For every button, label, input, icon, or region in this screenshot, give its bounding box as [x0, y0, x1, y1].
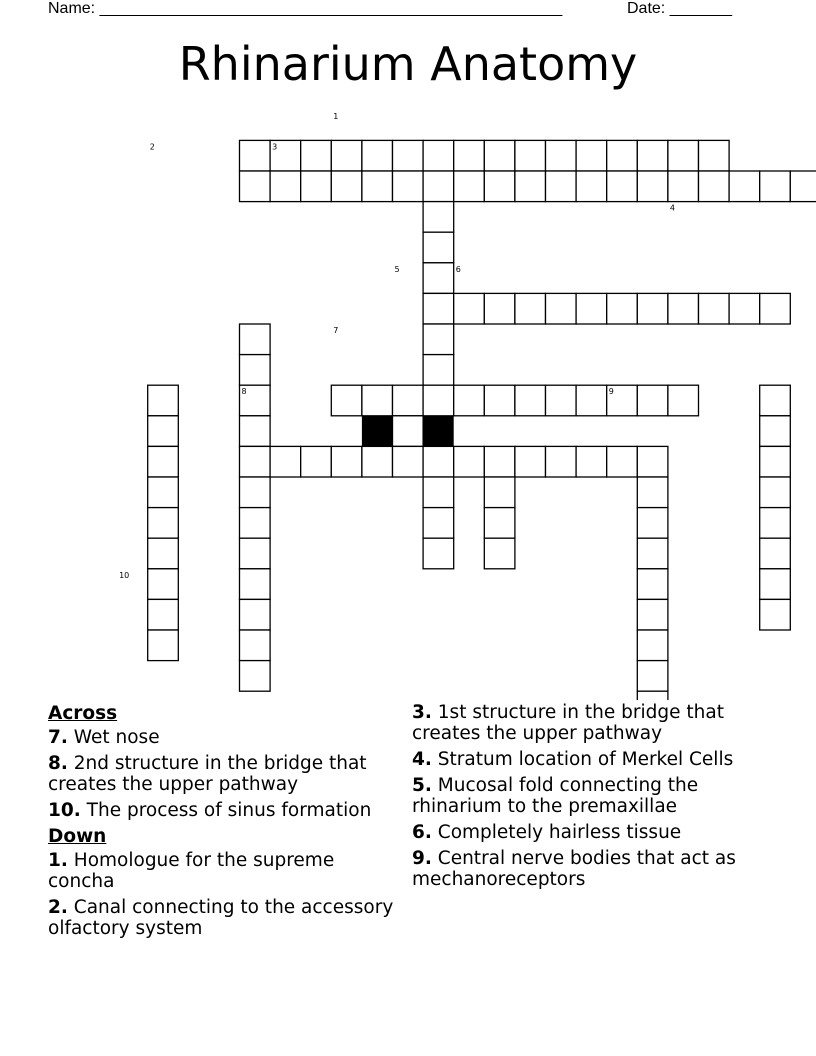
clue-number-label: 6 — [455, 264, 461, 274]
date-label: Date: — [627, 0, 670, 17]
grid-cell[interactable] — [576, 293, 607, 324]
clue-number-label: 8 — [241, 387, 247, 397]
clue-number: 9. — [412, 848, 432, 869]
grid-cell[interactable] — [301, 171, 332, 202]
grid-cell[interactable] — [393, 171, 424, 202]
clue-number: 7. — [48, 727, 68, 748]
clue-down-3 — [412, 702, 757, 744]
clue-text: Wet nose — [67, 727, 160, 748]
grid-cell[interactable] — [729, 293, 760, 324]
grid-cell[interactable] — [760, 446, 791, 477]
grid-cell[interactable] — [454, 293, 485, 324]
grid-cell[interactable] — [760, 477, 791, 508]
grid-cell[interactable] — [423, 446, 454, 477]
grid-cell[interactable] — [148, 385, 179, 416]
clue-number-label: 9 — [608, 387, 614, 397]
grid-cell[interactable] — [240, 569, 271, 600]
clue-text: Mucosal fold connecting the rhinarium to the premaxillae — [412, 775, 699, 817]
grid-cell[interactable] — [423, 385, 454, 416]
grid-cell[interactable] — [240, 171, 271, 202]
grid-cell[interactable] — [423, 171, 454, 202]
grid-cell[interactable] — [148, 630, 179, 661]
clue-text: Stratum location of Merkel Cells — [431, 749, 734, 770]
grid-cell[interactable] — [240, 446, 271, 477]
grid-cell[interactable] — [240, 140, 271, 171]
grid-cell[interactable] — [148, 538, 179, 569]
grid-cell[interactable] — [240, 324, 271, 355]
grid-cell[interactable] — [484, 171, 515, 202]
grid-cell[interactable] — [668, 171, 699, 202]
grid-cell[interactable] — [515, 140, 546, 171]
date-line[interactable]: _______ — [669, 0, 732, 17]
grid-cell[interactable] — [148, 446, 179, 477]
clue-text: Completely hairless tissue — [431, 822, 682, 843]
grid-cell[interactable] — [760, 416, 791, 447]
grid-cell[interactable] — [393, 446, 424, 477]
grid-cell[interactable] — [637, 630, 668, 661]
grid-cell[interactable] — [423, 293, 454, 324]
clue-down-1 — [48, 850, 403, 892]
grid-cell[interactable] — [148, 569, 179, 600]
grid-cell[interactable] — [637, 385, 668, 416]
grid-cell[interactable] — [423, 232, 454, 263]
grid-cell[interactable] — [546, 446, 577, 477]
grid-cell[interactable] — [484, 293, 515, 324]
grid-cell[interactable] — [484, 508, 515, 539]
clue-text: Central nerve bodies that act as mechanoreceptors — [412, 848, 736, 890]
grid-cell[interactable] — [240, 508, 271, 539]
clue-number-label: 5 — [394, 264, 400, 274]
grid-cell[interactable] — [515, 446, 546, 477]
grid-cell[interactable] — [454, 446, 485, 477]
grid-cell[interactable] — [240, 599, 271, 630]
grid-cell[interactable] — [270, 171, 301, 202]
grid-cell[interactable] — [484, 140, 515, 171]
grid-cell[interactable] — [637, 508, 668, 539]
grid-cell[interactable] — [699, 140, 730, 171]
clue-down-5 — [412, 775, 757, 817]
grid-cell[interactable] — [331, 385, 362, 416]
puzzle-title: Rhinarium Anatomy — [178, 37, 638, 91]
grid-cell[interactable] — [240, 630, 271, 661]
grid-cell[interactable] — [546, 293, 577, 324]
grid-cell[interactable] — [454, 140, 485, 171]
grid-cell[interactable] — [423, 538, 454, 569]
clue-number: 1. — [48, 850, 68, 871]
grid-cell[interactable] — [699, 293, 730, 324]
grid-cell[interactable] — [760, 293, 791, 324]
grid-cell[interactable] — [423, 477, 454, 508]
clue-text: 1st structure in the bridge that creates the upper pathway — [412, 702, 724, 744]
grid-cell[interactable] — [484, 477, 515, 508]
clues-right-column — [412, 702, 757, 895]
grid-cell[interactable] — [301, 446, 332, 477]
clue-number: 4. — [412, 749, 432, 770]
grid-cell[interactable] — [393, 416, 424, 447]
grid-cell[interactable] — [423, 263, 454, 294]
clue-text: The process of sinus formation — [80, 800, 372, 821]
clue-number: 5. — [412, 775, 432, 796]
grid-cell[interactable] — [148, 416, 179, 447]
grid-cell[interactable] — [148, 599, 179, 630]
grid-cell[interactable] — [515, 385, 546, 416]
grid-cell[interactable] — [515, 293, 546, 324]
grid-cell[interactable] — [240, 538, 271, 569]
grid-cell[interactable] — [760, 385, 791, 416]
grid-cell[interactable] — [423, 324, 454, 355]
grid-cell[interactable] — [637, 446, 668, 477]
grid-cell[interactable] — [270, 446, 301, 477]
clue-number: 6. — [412, 822, 432, 843]
grid-cell[interactable] — [546, 171, 577, 202]
grid-cell[interactable] — [240, 355, 271, 386]
grid-cell[interactable] — [760, 599, 791, 630]
grid-cell[interactable] — [668, 140, 699, 171]
black-square — [423, 416, 454, 447]
grid-cell[interactable] — [423, 202, 454, 233]
grid-cell[interactable] — [607, 293, 638, 324]
black-square — [362, 416, 393, 447]
grid-cell[interactable] — [637, 661, 668, 692]
grid-cell[interactable] — [484, 446, 515, 477]
grid-cell[interactable] — [240, 661, 271, 692]
grid-cell[interactable] — [760, 171, 791, 202]
grid-cell[interactable] — [148, 477, 179, 508]
clue-number: 2. — [48, 897, 68, 918]
grid-cell[interactable] — [454, 171, 485, 202]
grid-cell[interactable] — [637, 293, 668, 324]
grid-cell[interactable] — [668, 293, 699, 324]
grid-cell[interactable] — [515, 171, 546, 202]
grid-cell[interactable] — [668, 385, 699, 416]
grid-cell[interactable] — [301, 140, 332, 171]
grid-cell[interactable] — [576, 446, 607, 477]
grid-cell[interactable] — [637, 538, 668, 569]
grid-cell[interactable] — [790, 171, 816, 202]
clue-across-8 — [48, 753, 403, 795]
across-heading: Across — [48, 703, 118, 724]
grid-cell[interactable] — [454, 385, 485, 416]
grid-cell[interactable] — [607, 171, 638, 202]
grid-cell[interactable] — [760, 508, 791, 539]
grid-cell[interactable] — [576, 385, 607, 416]
grid-cell[interactable] — [331, 140, 362, 171]
grid-cell[interactable] — [637, 140, 668, 171]
grid-cell[interactable] — [637, 569, 668, 600]
grid-cell[interactable] — [576, 140, 607, 171]
grid-cell[interactable] — [362, 140, 393, 171]
grid-cell[interactable] — [729, 171, 760, 202]
clue-number: 10. — [48, 800, 81, 821]
clue-down-6 — [412, 822, 757, 843]
clue-number: 8. — [48, 753, 68, 774]
grid-cell[interactable] — [148, 508, 179, 539]
clue-across-7 — [48, 727, 403, 748]
grid-cell[interactable] — [637, 691, 668, 700]
clue-down-2 — [48, 897, 403, 939]
grid-cell[interactable] — [637, 599, 668, 630]
grid-cell[interactable] — [240, 477, 271, 508]
grid-cell[interactable] — [393, 385, 424, 416]
grid-cell[interactable] — [362, 385, 393, 416]
grid-cell[interactable] — [362, 446, 393, 477]
clues-left-column — [48, 702, 403, 944]
clue-number: 3. — [412, 702, 432, 723]
clue-number-label: 1 — [333, 111, 339, 121]
grid-cell[interactable] — [484, 538, 515, 569]
grid-cell[interactable] — [637, 477, 668, 508]
clue-text: Homologue for the supreme concha — [48, 850, 335, 892]
name-line[interactable]: ____________________________________________________ — [99, 0, 563, 17]
grid-cell[interactable] — [607, 140, 638, 171]
grid-cell[interactable] — [240, 416, 271, 447]
grid-cell[interactable] — [331, 446, 362, 477]
grid-cell[interactable] — [423, 140, 454, 171]
grid-cell[interactable] — [484, 385, 515, 416]
clue-number-label: 7 — [333, 326, 339, 335]
grid-cell[interactable] — [576, 171, 607, 202]
clue-number-label: 2 — [149, 142, 155, 152]
grid-cell[interactable] — [760, 538, 791, 569]
clue-down-4 — [412, 749, 757, 770]
grid-cell[interactable] — [423, 355, 454, 386]
grid-cell[interactable] — [423, 508, 454, 539]
grid-cell[interactable] — [607, 446, 638, 477]
grid-cell[interactable] — [637, 171, 668, 202]
clue-text: 2nd structure in the bridge that creates the upper pathway — [48, 753, 367, 795]
clue-text: Canal connecting to the accessory olfactory system — [48, 897, 394, 939]
grid-cell[interactable] — [546, 385, 577, 416]
grid-cell[interactable] — [699, 171, 730, 202]
clue-number-label: 4 — [669, 203, 675, 213]
clue-number-label: 10 — [119, 570, 130, 580]
name-label: Name: — [48, 0, 100, 17]
clue-number-label: 3 — [272, 142, 278, 152]
clue-down-9 — [412, 848, 757, 890]
grid-cell[interactable] — [331, 171, 362, 202]
grid-cell[interactable] — [393, 140, 424, 171]
grid-cell[interactable] — [546, 140, 577, 171]
grid-cell[interactable] — [362, 171, 393, 202]
clue-across-10 — [48, 800, 403, 821]
down-heading: Down — [48, 826, 107, 847]
grid-cell[interactable] — [760, 569, 791, 600]
